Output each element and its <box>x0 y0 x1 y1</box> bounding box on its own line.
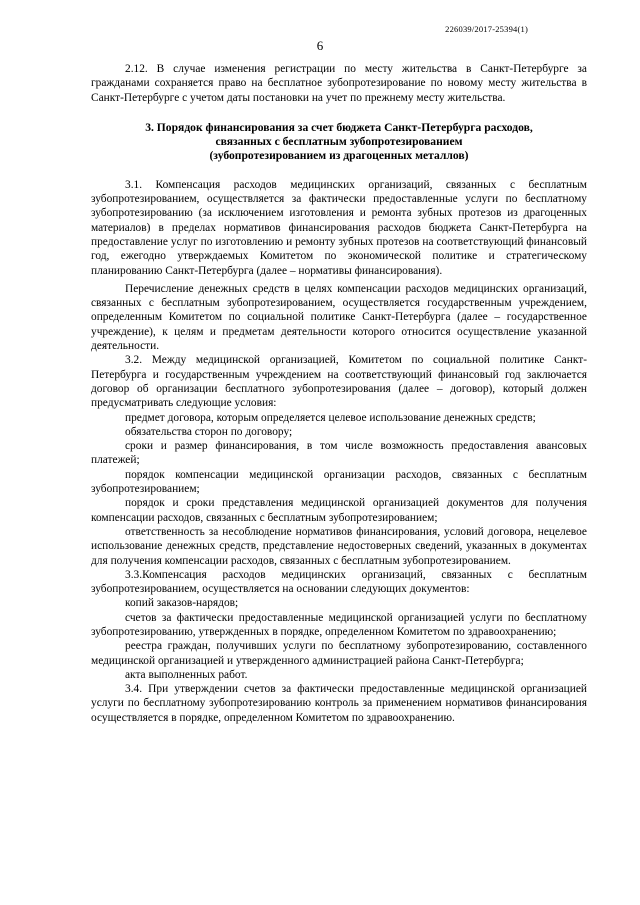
condition-item: сроки и размер финансирования, в том числе возможность предоставления авансовых платежей; <box>91 440 587 467</box>
page-number: 6 <box>316 38 324 53</box>
condition-item: обязательства сторон по договору; <box>125 425 293 438</box>
condition-item: порядок и сроки представления медицинской организацией документов для получения компенсации расходов, связанных с бесплатным зубопротезированием; <box>91 497 587 524</box>
paragraph-2-12: 2.12. В случае изменения регистрации по месту жительства в Санкт-Петербурге за гражданами сохраняется право на бесплатное зубопротезирование по новому месту жительства в Санкт-Петербурге с учетом даты постановки на учет по прежнему месту жительства. <box>91 63 587 104</box>
condition-item: ответственность за несоблюдение нормативов финансирования, условий договора, нецелевое использование денежных средств, представление недостоверных сведений, указанных в документах для получения компенсации расходов, связанных с бесплатным зубопротезированием. <box>91 525 587 567</box>
section-3-title-line-1: 3. Порядок финансирования за счет бюджета Санкт-Петербурга расходов, <box>145 120 533 134</box>
document-item: акта выполненных работ. <box>125 668 248 681</box>
condition-item: порядок компенсации медицинской организации расходов, связанных с бесплатным зубопротезированием; <box>91 468 587 496</box>
document-item: счетов за фактически предоставленные медицинской организацией услуги по бесплатному зубопротезированию, утвержденных в порядке, определенном Комитетом по здравоохранению; <box>91 611 587 638</box>
section-3-title-line-2: связанных с бесплатным зубопротезированием <box>215 135 463 149</box>
document-item: копий заказов-нарядов; <box>125 597 239 610</box>
paragraph-funds-transfer: Перечисление денежных средств в целях компенсации расходов медицинских организаций, связанных с бесплатным зубопротезированием, осуществляется государственным учреждением, определенным Комитетом по социальной политике Санкт-Петербурга (далее – государственное учреждение), к целям и предметам деятельности которого относится осуществление указанной деятельности. <box>91 282 587 353</box>
condition-item: предмет договора, которым определяется целевое использование денежных средств; <box>125 411 536 424</box>
document-id: 226039/2017-25394(1) <box>445 24 528 34</box>
paragraph-3-3: 3.3.Компенсация расходов медицинских организаций, связанных с бесплатным зубопротезированием, осуществляется на основании следующих документов: <box>91 568 587 596</box>
paragraph-3-2: 3.2. Между медицинской организацией, Комитетом по социальной политике Санкт-Петербурга и государственным учреждением на соответствующий финансовый год заключается договор об организации бесплатного зубопротезирования (далее – договор), который должен предусматривать следующие условия: <box>91 354 587 410</box>
section-3-heading <box>91 121 587 164</box>
paragraph-3-1: 3.1. Компенсация расходов медицинских организаций, связанных с бесплатным зубопротезированием, осуществляется за фактически предоставленные услуги по бесплатному зубопротезированию (за исключением изготовления и ремонта зубных протезов из драгоценных материалов) в пределах нормативов финансирования расходов бюджета Санкт-Петербурга на предоставление услуг по изготовлению и ремонту зубных протезов на соответствующий финансовый год, ежегодно утверждаемых Комитетом по экономической политике и стратегическому планированию Санкт-Петербурга (далее – нормативы финансирования). <box>91 178 587 277</box>
paragraph-3-4: 3.4. При утверждении счетов за фактически предоставленные медицинской организацией услуги по бесплатному зубопротезированию контроль за применением нормативов финансирования осуществляется в порядке, определенном Комитетом по здравоохранению. <box>91 683 587 724</box>
document-item: реестра граждан, получивших услуги по бесплатному зубопротезированию, составленного медицинской организацией и утвержденного администрацией района Санкт-Петербурга; <box>91 640 587 667</box>
document-body <box>91 62 587 725</box>
section-3-title-line-3: (зубопротезированием из драгоценных металлов) <box>209 149 469 163</box>
